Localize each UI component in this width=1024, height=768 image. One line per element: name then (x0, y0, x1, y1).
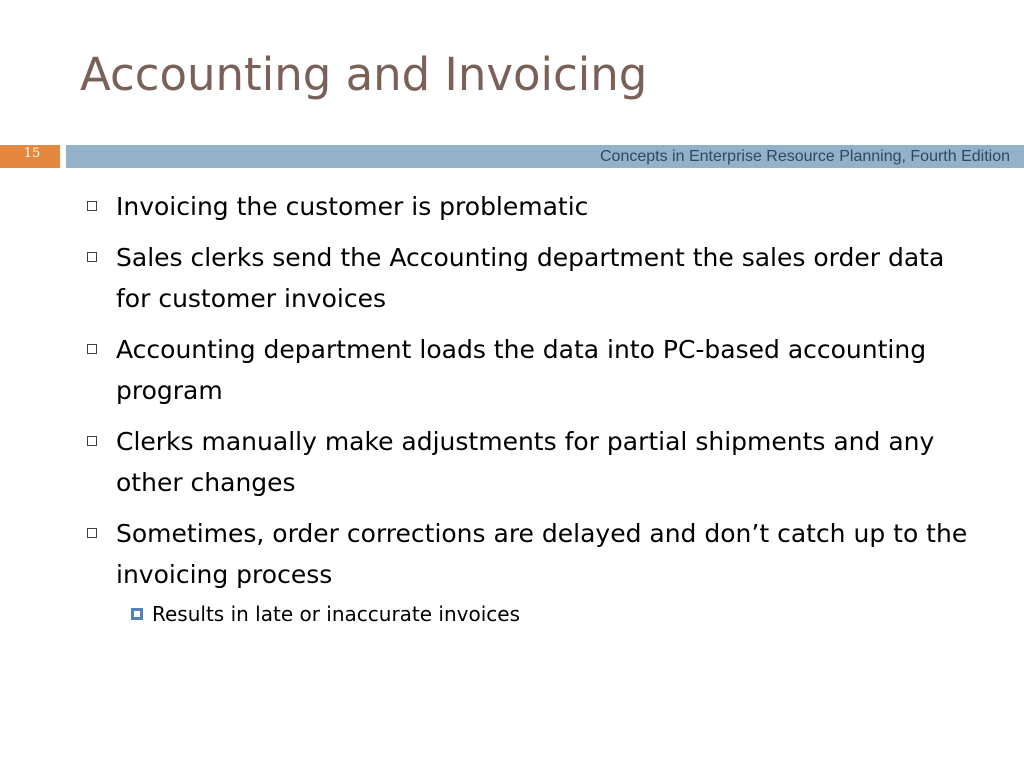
page-number-badge: 15 (0, 145, 60, 168)
square-bullet-icon (87, 252, 97, 262)
square-bullet-icon (87, 436, 97, 446)
square-bullet-icon (87, 528, 97, 538)
bullet-text: Sometimes, order corrections are delayed and don’t catch up to the invoicing process (116, 519, 968, 589)
bullet-text: Invoicing the customer is problematic (116, 192, 589, 221)
square-bullet-icon (87, 344, 97, 354)
book-title-bar: Concepts in Enterprise Resource Planning, Fourth Edition (66, 145, 1024, 168)
bullet-item (80, 513, 980, 595)
bullet-text: Clerks manually make adjustments for partial shipments and any other changes (116, 427, 935, 497)
bullet-list (80, 186, 980, 633)
bullet-text: Sales clerks send the Accounting department the sales order data for customer invoices (116, 243, 945, 313)
sub-bullet-item (130, 595, 980, 633)
bullet-item (80, 329, 980, 411)
bullet-item (80, 186, 980, 227)
sub-bullet-text: Results in late or inaccurate invoices (152, 602, 521, 626)
square-bullet-icon (87, 201, 97, 211)
bullet-item (80, 237, 980, 319)
bullet-text: Accounting department loads the data into PC-based accounting program (116, 335, 927, 405)
bullet-item (80, 421, 980, 503)
slide-title: Accounting and Invoicing (80, 48, 648, 101)
filled-square-bullet-icon (131, 608, 143, 620)
